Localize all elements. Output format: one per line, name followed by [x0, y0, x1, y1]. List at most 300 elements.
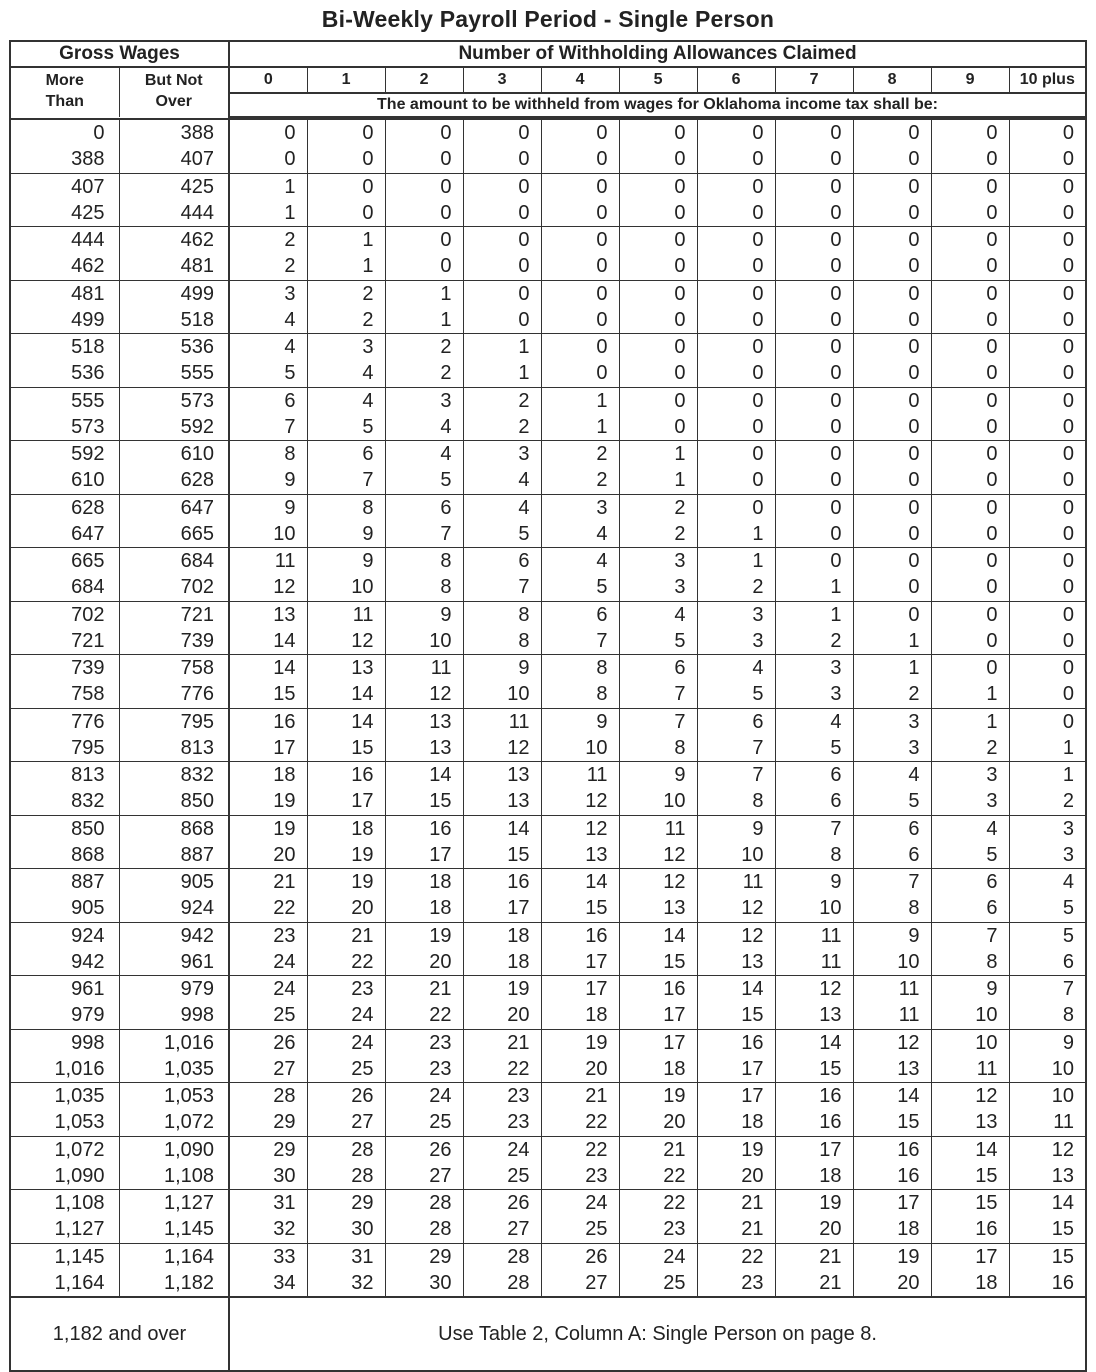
withholding-cell: 0	[775, 360, 853, 387]
withholding-cell: 33	[229, 1243, 307, 1270]
withholding-cell: 19	[541, 1029, 619, 1056]
withholding-cell: 9	[229, 467, 307, 494]
withholding-cell: 21	[463, 1029, 541, 1056]
table-row	[10, 494, 1086, 521]
withholding-cell: 20	[541, 1056, 619, 1083]
withholding-cell: 0	[1009, 414, 1086, 441]
more-than-cell: 905	[10, 895, 119, 922]
withholding-cell: 7	[697, 762, 775, 789]
withholding-cell: 17	[775, 1136, 853, 1163]
withholding-cell: 0	[1009, 548, 1086, 575]
table-row	[10, 1216, 1086, 1243]
table-row	[10, 1190, 1086, 1217]
withholding-cell: 7	[385, 521, 463, 548]
withholding-cell: 0	[775, 494, 853, 521]
withholding-cell: 23	[307, 976, 385, 1003]
withholding-cell: 3	[853, 708, 931, 735]
but-not-over-cell: 647	[180, 496, 215, 519]
withholding-cell: 12	[463, 735, 541, 762]
withholding-cell: 27	[385, 1163, 463, 1190]
withholding-cell: 0	[307, 200, 385, 227]
col-header-4: 4	[541, 67, 619, 93]
but-not-over-cell: 1,127	[163, 1192, 215, 1215]
withholding-cell: 22	[385, 1002, 463, 1029]
table-row	[10, 146, 1086, 173]
withholding-cell: 27	[229, 1056, 307, 1083]
withholding-cell: 25	[541, 1216, 619, 1243]
withholding-cell: 0	[619, 119, 697, 146]
more-than-cell: 1,145	[10, 1243, 119, 1270]
but-not-over-cell: 795	[180, 710, 215, 733]
withholding-cell: 23	[385, 1056, 463, 1083]
withholding-cell: 3	[1009, 815, 1086, 842]
but-not-over-cell: 721	[180, 603, 215, 626]
withholding-cell: 17	[697, 1056, 775, 1083]
withholding-cell: 3	[619, 548, 697, 575]
withholding-cell: 28	[307, 1136, 385, 1163]
withholding-cell: 22	[619, 1190, 697, 1217]
table-row	[10, 762, 1086, 789]
withholding-cell: 17	[931, 1243, 1009, 1270]
table-row	[10, 307, 1086, 334]
withholding-cell: 17	[541, 949, 619, 976]
withholding-cell: 3	[853, 735, 931, 762]
withholding-cell: 2	[541, 441, 619, 468]
withholding-cell: 15	[229, 681, 307, 708]
withholding-cell: 16	[463, 869, 541, 896]
withholding-cell: 3	[931, 788, 1009, 815]
withholding-cell: 17	[307, 788, 385, 815]
withholding-cell: 1	[1009, 762, 1086, 789]
table-row	[10, 280, 1086, 307]
withholding-cell: 0	[619, 173, 697, 200]
withholding-cell: 0	[619, 334, 697, 361]
more-than-cell: 739	[10, 655, 119, 682]
table-row	[10, 1243, 1086, 1270]
withholding-cell: 0	[307, 119, 385, 146]
withholding-cell: 23	[619, 1216, 697, 1243]
more-than-cell: 573	[10, 414, 119, 441]
withholding-cell: 22	[541, 1109, 619, 1136]
withholding-cell: 0	[853, 441, 931, 468]
but-not-over-cell: 924	[119, 895, 229, 922]
withholding-cell: 10	[775, 895, 853, 922]
withholding-cell: 0	[1009, 334, 1086, 361]
withholding-cell: 0	[619, 387, 697, 414]
withholding-cell: 0	[853, 601, 931, 628]
more-than-cell: 462	[10, 253, 119, 280]
withholding-cell: 14	[463, 815, 541, 842]
withholding-cell: 22	[697, 1243, 775, 1270]
withholding-cell: 13	[385, 708, 463, 735]
withholding-cell: 13	[385, 735, 463, 762]
withholding-cell: 6	[541, 601, 619, 628]
withholding-cell: 18	[385, 895, 463, 922]
but-not-over-cell: 998	[119, 1002, 229, 1029]
withholding-cell: 10	[1009, 1083, 1086, 1110]
withholding-cell: 0	[1009, 441, 1086, 468]
withholding-cell: 10	[463, 681, 541, 708]
withholding-cell: 0	[931, 655, 1009, 682]
withholding-cell: 12	[385, 681, 463, 708]
withholding-cell: 0	[385, 173, 463, 200]
withholding-cell: 31	[229, 1190, 307, 1217]
col-header-3: 3	[463, 67, 541, 93]
but-not-over-cell: 665	[119, 521, 229, 548]
withholding-cell: 11	[619, 815, 697, 842]
withholding-cell: 15	[385, 788, 463, 815]
withholding-table	[9, 40, 1087, 1372]
withholding-cell: 8	[697, 788, 775, 815]
table-body	[10, 119, 1086, 1297]
withholding-cell: 0	[619, 307, 697, 334]
withholding-cell: 0	[1009, 307, 1086, 334]
withholding-cell: 0	[775, 414, 853, 441]
withholding-cell: 0	[541, 227, 619, 254]
table-row	[10, 521, 1086, 548]
more-than-cell: 813	[10, 762, 119, 789]
withholding-cell: 2	[385, 334, 463, 361]
withholding-cell: 0	[775, 280, 853, 307]
withholding-cell: 16	[385, 815, 463, 842]
withholding-cell: 6	[619, 655, 697, 682]
withholding-cell: 1	[541, 414, 619, 441]
withholding-cell: 18	[541, 1002, 619, 1029]
withholding-cell: 2	[307, 307, 385, 334]
withholding-cell: 5	[931, 842, 1009, 869]
withholding-cell: 4	[697, 655, 775, 682]
withholding-cell: 10	[307, 574, 385, 601]
withholding-cell: 0	[697, 200, 775, 227]
withholding-cell: 2	[385, 360, 463, 387]
more-than-cell: 850	[10, 815, 119, 842]
withholding-cell: 2	[931, 735, 1009, 762]
withholding-cell: 14	[541, 869, 619, 896]
withholding-cell: 0	[931, 200, 1009, 227]
withholding-cell: 0	[853, 307, 931, 334]
withholding-cell: 0	[697, 414, 775, 441]
withholding-cell: 0	[931, 307, 1009, 334]
withholding-cell: 1	[385, 307, 463, 334]
withholding-cell: 3	[463, 441, 541, 468]
withholding-cell: 0	[697, 253, 775, 280]
withholding-cell: 1	[853, 655, 931, 682]
but-not-over-cell: 592	[119, 414, 229, 441]
but-not-over-cell: 1,108	[119, 1163, 229, 1190]
withholding-cell: 24	[229, 949, 307, 976]
withholding-cell: 15	[775, 1056, 853, 1083]
withholding-cell: 6	[307, 441, 385, 468]
withholding-cell: 3	[775, 655, 853, 682]
withholding-cell: 16	[541, 922, 619, 949]
withholding-cell: 0	[1009, 708, 1086, 735]
withholding-cell: 13	[463, 762, 541, 789]
withholding-cell: 11	[1009, 1109, 1086, 1136]
withholding-cell: 0	[775, 387, 853, 414]
withholding-cell: 9	[385, 601, 463, 628]
withholding-cell: 22	[541, 1136, 619, 1163]
withholding-cell: 0	[775, 548, 853, 575]
withholding-cell: 0	[775, 441, 853, 468]
withholding-cell: 10	[541, 735, 619, 762]
withholding-cell: 16	[1009, 1270, 1086, 1297]
withholding-cell: 0	[1009, 628, 1086, 655]
withholding-cell: 16	[775, 1109, 853, 1136]
withholding-cell: 28	[463, 1270, 541, 1297]
but-not-over-cell: 1,182	[119, 1270, 229, 1297]
withholding-cell: 1	[619, 441, 697, 468]
withholding-cell: 0	[229, 119, 307, 146]
withholding-cell: 4	[619, 601, 697, 628]
withholding-cell: 0	[541, 253, 619, 280]
table-row	[10, 681, 1086, 708]
but-not-over-cell: 887	[119, 842, 229, 869]
withholding-cell: 0	[931, 414, 1009, 441]
withholding-cell: 11	[541, 762, 619, 789]
more-than-cell: 721	[10, 628, 119, 655]
withholding-cell: 1	[307, 227, 385, 254]
withholding-cell: 28	[385, 1216, 463, 1243]
table-row	[10, 467, 1086, 494]
withholding-cell: 0	[853, 253, 931, 280]
more-than-cell: 0	[10, 119, 119, 146]
withholding-cell: 0	[541, 146, 619, 173]
withholding-cell: 0	[697, 173, 775, 200]
withholding-cell: 20	[619, 1109, 697, 1136]
more-than-cell: 1,072	[10, 1136, 119, 1163]
but-not-over-cell: 628	[119, 467, 229, 494]
withholding-cell: 0	[775, 521, 853, 548]
withholding-cell: 2	[697, 574, 775, 601]
withholding-cell: 7	[931, 922, 1009, 949]
more-than-cell: 647	[10, 521, 119, 548]
but-not-over-cell: 813	[119, 735, 229, 762]
withholding-cell: 1	[1009, 735, 1086, 762]
withholding-cell: 8	[775, 842, 853, 869]
withholding-cell: 0	[931, 173, 1009, 200]
table-row	[10, 735, 1086, 762]
withholding-cell: 0	[1009, 681, 1086, 708]
withholding-cell: 10	[931, 1002, 1009, 1029]
withholding-cell: 23	[697, 1270, 775, 1297]
withholding-cell: 14	[697, 976, 775, 1003]
withholding-cell: 32	[229, 1216, 307, 1243]
but-not-over-cell: 610	[180, 443, 215, 466]
table-row	[10, 253, 1086, 280]
col-header-9: 9	[931, 67, 1009, 93]
withholding-cell: 0	[931, 119, 1009, 146]
withholding-cell: 0	[853, 280, 931, 307]
withholding-cell: 15	[1009, 1243, 1086, 1270]
withholding-cell: 0	[463, 280, 541, 307]
more-than-cell: 425	[10, 200, 119, 227]
withholding-cell: 0	[931, 441, 1009, 468]
withholding-cell: 0	[619, 146, 697, 173]
table-row	[10, 1109, 1086, 1136]
withholding-cell: 0	[1009, 387, 1086, 414]
but-not-over-cell: 832	[180, 764, 215, 787]
withholding-cell: 9	[463, 655, 541, 682]
withholding-cell: 8	[385, 574, 463, 601]
withholding-cell: 0	[775, 307, 853, 334]
withholding-cell: 11	[463, 708, 541, 735]
withholding-cell: 0	[541, 119, 619, 146]
more-than-cell: 684	[10, 574, 119, 601]
withholding-cell: 10	[931, 1029, 1009, 1056]
withholding-cell: 8	[853, 895, 931, 922]
withholding-cell: 20	[307, 895, 385, 922]
withholding-cell: 5	[775, 735, 853, 762]
withholding-cell: 18	[775, 1163, 853, 1190]
withholding-cell: 15	[619, 949, 697, 976]
withholding-cell: 16	[775, 1083, 853, 1110]
withholding-cell: 0	[931, 334, 1009, 361]
withholding-cell: 4	[1009, 869, 1086, 896]
withholding-cell: 0	[541, 200, 619, 227]
table-row	[10, 922, 1086, 949]
withholding-cell: 15	[931, 1163, 1009, 1190]
more-than-cell: 887	[10, 869, 119, 896]
withholding-cell: 3	[697, 601, 775, 628]
withholding-cell: 0	[697, 467, 775, 494]
withholding-cell: 25	[385, 1109, 463, 1136]
withholding-cell: 4	[229, 334, 307, 361]
withholding-cell: 3	[775, 681, 853, 708]
withholding-cell: 1	[697, 548, 775, 575]
withholding-cell: 0	[931, 280, 1009, 307]
withholding-cell: 0	[1009, 521, 1086, 548]
withholding-cell: 6	[463, 548, 541, 575]
but-not-over-cell: 684	[180, 550, 215, 573]
withholding-cell: 0	[931, 146, 1009, 173]
but-not-over-cell: 758	[180, 657, 215, 680]
withholding-cell: 0	[853, 414, 931, 441]
col-header-7: 7	[775, 67, 853, 93]
more-than-header: More Than	[10, 67, 119, 117]
withholding-cell: 5	[307, 414, 385, 441]
withholding-cell: 0	[1009, 467, 1086, 494]
withholding-cell: 11	[853, 976, 931, 1003]
withholding-cell: 8	[1009, 1002, 1086, 1029]
withholding-cell: 0	[697, 334, 775, 361]
withholding-cell: 4	[853, 762, 931, 789]
withholding-cell: 0	[619, 253, 697, 280]
withholding-cell: 15	[931, 1190, 1009, 1217]
withholding-cell: 8	[463, 601, 541, 628]
withholding-cell: 8	[619, 735, 697, 762]
withholding-cell: 8	[931, 949, 1009, 976]
withholding-cell: 1	[775, 574, 853, 601]
withholding-cell: 28	[307, 1163, 385, 1190]
withholding-cell: 24	[385, 1083, 463, 1110]
withholding-cell: 17	[229, 735, 307, 762]
withholding-cell: 1	[775, 601, 853, 628]
withholding-cell: 7	[1009, 976, 1086, 1003]
more-than-cell: 942	[10, 949, 119, 976]
withholding-cell: 9	[541, 708, 619, 735]
withholding-cell: 0	[619, 414, 697, 441]
withholding-cell: 12	[307, 628, 385, 655]
more-than-cell: 868	[10, 842, 119, 869]
but-not-over-cell: 1,164	[163, 1245, 215, 1268]
more-than-cell: 998	[10, 1029, 119, 1056]
withholding-cell: 22	[307, 949, 385, 976]
withholding-cell: 28	[229, 1083, 307, 1110]
more-than-cell: 499	[10, 307, 119, 334]
withholding-cell: 9	[697, 815, 775, 842]
withholding-cell: 4	[385, 414, 463, 441]
withholding-cell: 0	[931, 601, 1009, 628]
but-not-over-cell: 979	[180, 978, 215, 1001]
footer-instruction: Use Table 2, Column A: Single Person on page 8.	[438, 1322, 877, 1345]
withholding-cell: 11	[853, 1002, 931, 1029]
withholding-cell: 24	[307, 1029, 385, 1056]
withholding-cell: 18	[229, 762, 307, 789]
withholding-cell: 2	[307, 280, 385, 307]
more-than-cell: 979	[10, 1002, 119, 1029]
withholding-cell: 10	[697, 842, 775, 869]
withholding-cell: 0	[463, 253, 541, 280]
withholding-cell: 0	[307, 146, 385, 173]
withholding-cell: 11	[697, 869, 775, 896]
withholding-cell: 21	[541, 1083, 619, 1110]
more-than-cell: 388	[10, 146, 119, 173]
withholding-cell: 16	[307, 762, 385, 789]
withholding-cell: 3	[619, 574, 697, 601]
withholding-cell: 21	[385, 976, 463, 1003]
withholding-cell: 5	[853, 788, 931, 815]
withholding-cell: 17	[463, 895, 541, 922]
withholding-cell: 25	[307, 1056, 385, 1083]
withholding-cell: 5	[1009, 922, 1086, 949]
withholding-cell: 2	[619, 521, 697, 548]
withholding-cell: 7	[307, 467, 385, 494]
withholding-cell: 16	[931, 1216, 1009, 1243]
withholding-cell: 1	[385, 280, 463, 307]
withholding-cell: 17	[541, 976, 619, 1003]
withholding-cell: 32	[307, 1270, 385, 1297]
withholding-cell: 7	[463, 574, 541, 601]
withholding-cell: 13	[775, 1002, 853, 1029]
withholding-cell: 22	[619, 1163, 697, 1190]
table-row	[10, 869, 1086, 896]
withholding-cell: 28	[463, 1243, 541, 1270]
withholding-cell: 0	[697, 119, 775, 146]
withholding-cell: 13	[541, 842, 619, 869]
more-than-cell: 628	[10, 494, 119, 521]
withholding-cell: 6	[697, 708, 775, 735]
withholding-cell: 0	[853, 467, 931, 494]
withholding-cell: 20	[385, 949, 463, 976]
but-not-over-cell: 555	[119, 360, 229, 387]
withholding-cell: 4	[229, 307, 307, 334]
withholding-cell: 14	[775, 1029, 853, 1056]
withholding-cell: 7	[775, 815, 853, 842]
but-not-over-cell: 868	[180, 817, 215, 840]
col-header-8: 8	[853, 67, 931, 93]
withholding-cell: 16	[229, 708, 307, 735]
more-than-cell: 1,108	[10, 1190, 119, 1217]
withholding-cell: 0	[1009, 119, 1086, 146]
withholding-cell: 0	[463, 146, 541, 173]
more-than-cell: 536	[10, 360, 119, 387]
withholding-cell: 0	[697, 360, 775, 387]
but-not-over-cell: 573	[180, 389, 215, 412]
withholding-cell: 0	[931, 387, 1009, 414]
withholding-cell: 34	[229, 1270, 307, 1297]
but-not-over-cell: 462	[180, 229, 215, 252]
withholding-cell: 13	[1009, 1163, 1086, 1190]
